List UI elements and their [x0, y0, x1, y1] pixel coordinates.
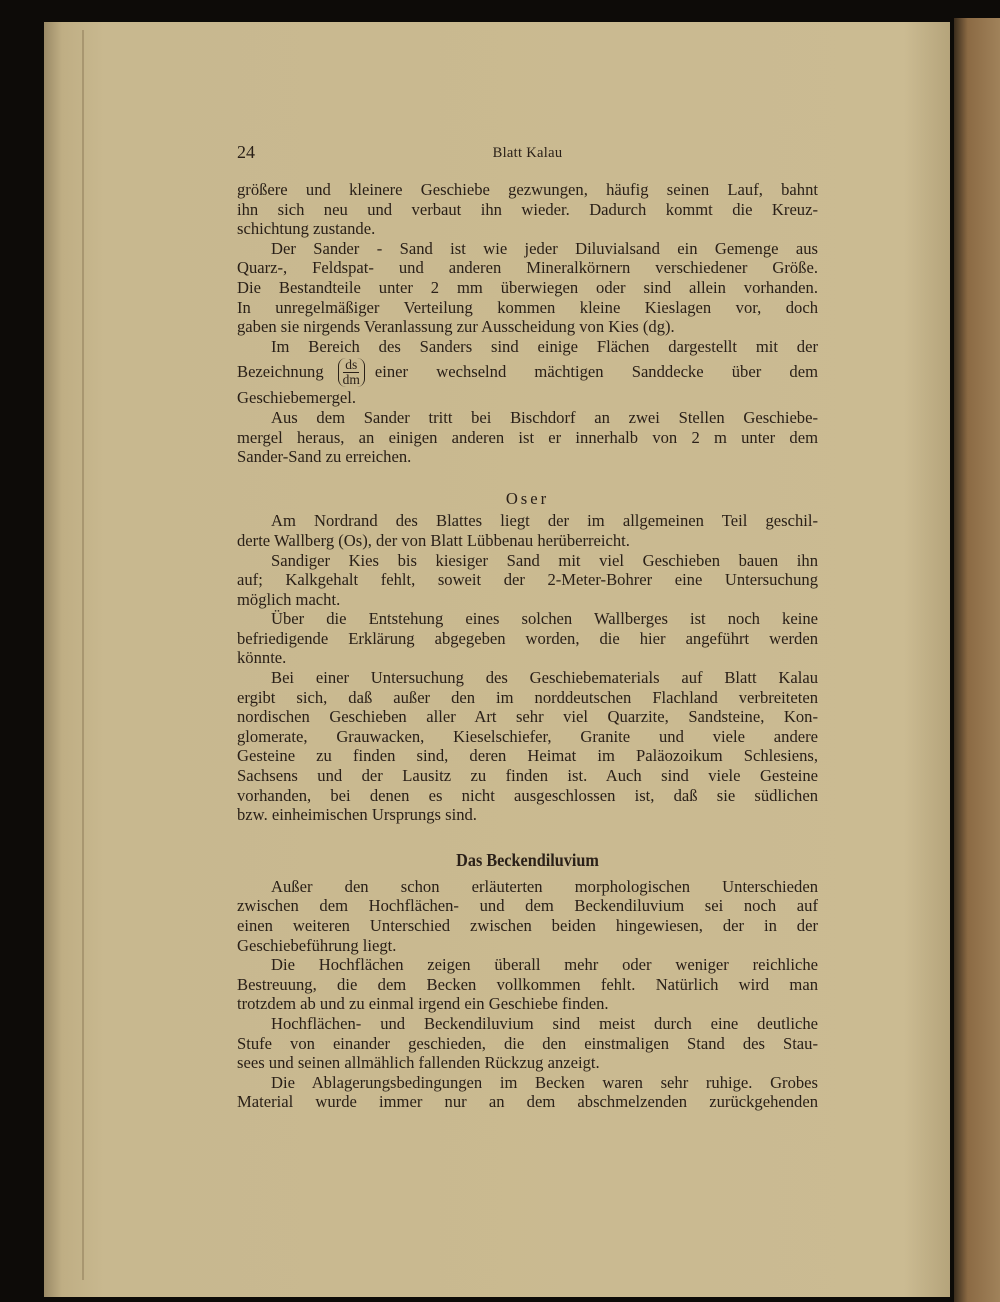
text-line: vorhanden, bei denen es nicht ausgeschlossen ist, daß sie südlichen	[237, 785, 818, 805]
page-edge	[82, 30, 84, 1280]
text-line: Hochflächen- und Beckendiluvium sind meist durch eine deutliche	[271, 1013, 818, 1033]
text-line: größere und kleinere Geschiebe gezwungen, häufig seinen Lauf, bahnt	[237, 180, 818, 199]
text-line: auf; Kalkgehalt fehlt, soweit der 2-Meter-Bohrer eine Untersuchung	[237, 570, 818, 590]
text-line: Geschiebeführung liegt.	[237, 935, 397, 955]
fraction-denominator: dm	[342, 371, 360, 387]
text-line: möglich macht.	[237, 589, 341, 609]
paragraph	[237, 1014, 818, 1073]
text-line: Im Bereich des Sanders sind einige Flächen dargestellt mit der	[271, 336, 818, 356]
running-title: Blatt Kalau	[492, 145, 563, 161]
page-number: 24	[237, 142, 255, 162]
text-line: Über die Entstehung eines solchen Wallberges ist noch keine	[271, 609, 818, 629]
text-line: bzw. einheimischen Ursprungs sind.	[237, 805, 477, 825]
text-line: derte Wallberg (Os), der von Blatt Lübbenau herüberreicht.	[237, 530, 630, 550]
text-line: Gesteine zu finden sind, deren Heimat im Paläozoikum Schlesiens,	[237, 746, 818, 766]
paragraph	[237, 609, 818, 668]
text-line: Die Hochflächen zeigen überall mehr oder weniger reichliche	[271, 955, 818, 975]
text-line: Bei einer Untersuchung des Geschiebematerials auf Blatt Kalau	[271, 668, 818, 688]
paragraph	[237, 511, 818, 550]
text-segment: einer wechselnd mächtigen Sanddecke über dem	[374, 362, 818, 382]
paragraph	[237, 955, 818, 1014]
text-line: Stufe von einander geschieden, die den einstmaligen Stand des Stau-	[237, 1033, 818, 1053]
text-line: Bestreuung, die dem Becken vollkommen fehlt. Natürlich wird man	[237, 974, 818, 994]
text-line: Geschiebemergel.	[237, 388, 357, 408]
text-line: Der Sander - Sand ist wie jeder Diluvialsand ein Gemenge aus	[271, 238, 818, 258]
text-line: trotzdem ab und zu einmal irgend ein Geschiebe finden.	[237, 994, 609, 1014]
text-line: In unregelmäßiger Verteilung kommen kleine Kieslagen vor, doch	[237, 297, 818, 317]
paragraph	[237, 180, 818, 239]
paragraph	[237, 551, 818, 610]
fraction-numerator: ds	[345, 356, 358, 372]
text-line: könnte.	[237, 648, 287, 668]
text-line: Die Bestandteile unter 2 mm überwiegen oder sind allein vorhanden.	[237, 277, 818, 297]
text-line: sees und seinen allmählich fallenden Rückzug anzeigt.	[237, 1053, 600, 1073]
text-line: nordischen Geschieben aller Art sehr viel Quarzite, Sandsteine, Kon-	[237, 707, 818, 727]
text-line: Sander-Sand zu erreichen.	[237, 447, 412, 467]
text-line: ihn sich neu und verbaut ihn wieder. Dadurch kommt die Kreuz-	[237, 199, 818, 219]
paragraph	[237, 877, 818, 955]
text-line: Sandiger Kies bis kiesiger Sand mit viel Geschieben bauen ihn	[271, 550, 818, 570]
text-line: Die Ablagerungsbedingungen im Becken waren sehr ruhige. Grobes	[271, 1072, 818, 1092]
text-line: Aus dem Sander tritt bei Bischdorf an zwei Stellen Geschiebe-	[271, 407, 818, 427]
body-text	[237, 180, 818, 1112]
text-line: Quarz-, Feldspat- und anderen Mineralkörnern verschiedener Größe.	[237, 258, 818, 278]
text-line-with-symbol	[237, 356, 818, 388]
text-line: befriedigende Erklärung abgegeben worden, die hier angeführt werden	[237, 628, 818, 648]
text-line: Außer den schon erläuterten morphologischen Unterschieden	[271, 876, 818, 896]
paragraph	[237, 1073, 818, 1112]
next-page-edge	[954, 18, 1000, 1302]
paragraph	[237, 337, 818, 408]
running-header	[237, 142, 818, 164]
text-line: Material wurde immer nur an dem abschmelzenden zurückgehenden	[237, 1092, 818, 1112]
text-line: einen weiteren Unterschied zwischen beiden hingewiesen, der in der	[237, 916, 818, 935]
paragraph	[237, 408, 818, 467]
map-symbol-fraction	[338, 358, 365, 387]
text-line: schichtung zustande.	[237, 219, 376, 239]
text-segment: Bezeichnung	[237, 362, 324, 382]
text-line: glomerate, Grauwacken, Kieselschiefer, Granite und viele andere	[237, 726, 818, 746]
paragraph	[237, 239, 818, 337]
text-line: mergel heraus, an einigen anderen ist er innerhalb von 2 m unter dem	[237, 427, 818, 447]
text-line: gaben sie nirgends Veranlassung zur Ausscheidung von Kies (dg).	[237, 317, 675, 337]
text-line: Sachsens und der Lausitz zu finden ist. Auch sind viele Gesteine	[237, 766, 818, 786]
section-heading: Oser	[505, 488, 550, 508]
text-line: zwischen dem Hochflächen- und dem Beckendiluvium sei noch auf	[237, 896, 818, 916]
text-line: ergibt sich, daß außer den im norddeutschen Flachland verbreiteten	[237, 687, 818, 707]
paragraph	[237, 668, 818, 825]
section-heading: Das Beckendiluvium	[456, 849, 599, 870]
text-line: Am Nordrand des Blattes liegt der im allgemeinen Teil geschil-	[271, 511, 818, 531]
